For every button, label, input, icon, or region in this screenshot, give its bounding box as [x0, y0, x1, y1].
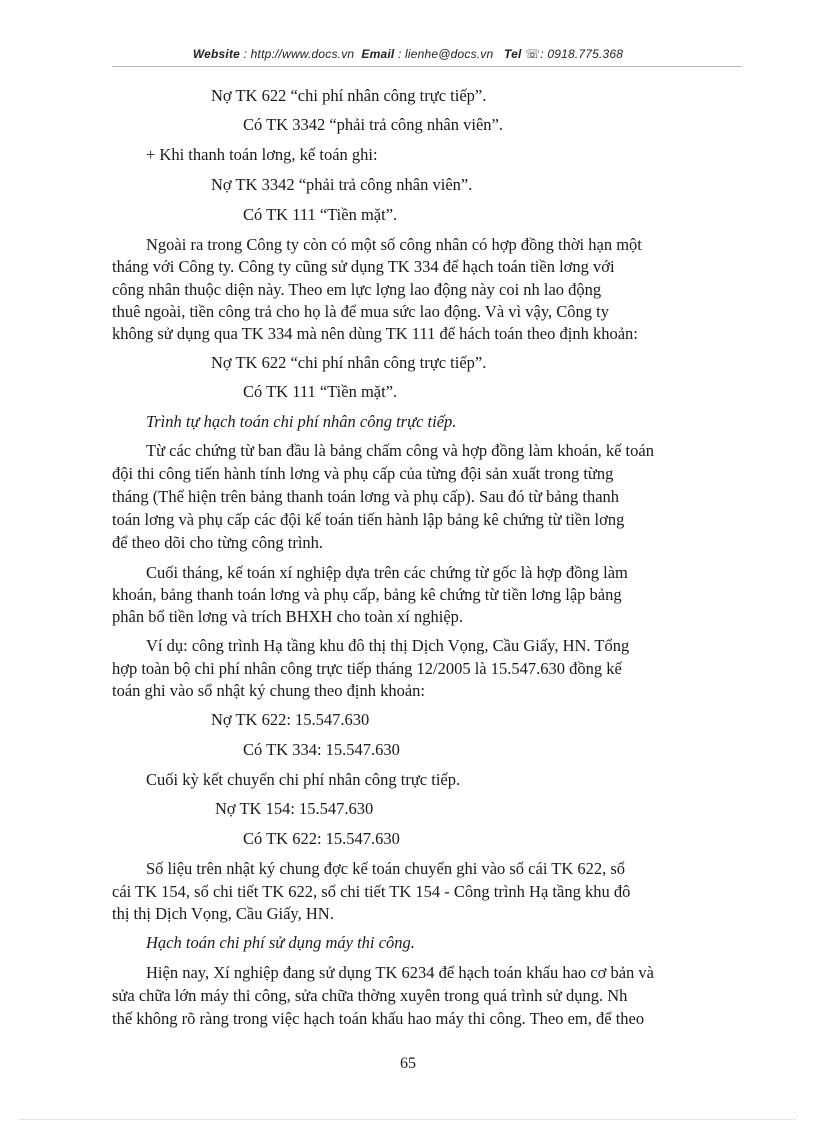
page-header — [0, 47, 816, 61]
page-number: 65 — [400, 1055, 416, 1072]
text-line: tháng với Công ty. Công ty cũng sử dụng TK 334 để hạch toán tiền lơng với — [112, 257, 615, 276]
text-line: Có TK 3342 “phải trả công nhân viên”. — [243, 115, 503, 134]
text-line: Có TK 111 “Tiền mặt”. — [243, 205, 398, 224]
footer-divider — [20, 1119, 796, 1120]
text-line: Nợ TK 3342 “phải trả công nhân viên”. — [211, 175, 473, 194]
text-line: khoán, bảng thanh toán lơng và phụ cấp, bảng kê chứng từ tiền lơng lập bảng — [112, 585, 622, 604]
text-line: cái TK 154, sổ chi tiết TK 622, sổ chi tiết TK 154 - Công trình Hạ tầng khu đô — [112, 882, 631, 901]
text-line: thuê ngoài, tiền công trả cho họ là để mua sức lao động. Và vì vậy, Công ty — [112, 302, 609, 321]
tel-value: : 0918.775.368 — [540, 47, 624, 61]
text-line: Có TK 622: 15.547.630 — [243, 829, 400, 848]
text-line: thế không rõ ràng trong việc hạch toán khấu hao máy thi công. Theo em, để theo — [112, 1009, 645, 1028]
text-line: Có TK 111 “Tiền mặt”. — [243, 382, 398, 401]
text-line: Ngoài ra trong Công ty còn có một số công nhân có hợp đồng thời hạn một — [146, 235, 642, 254]
text-line: phân bổ tiền lơng và trích BHXH cho toàn xí nghiệp. — [112, 607, 464, 626]
text-line: không sử dụng qua TK 334 mà nên dùng TK 111 để hách toán theo định khoản: — [112, 324, 638, 343]
text-line: sửa chữa lớn máy thi công, sửa chữa thờng xuyên trong quá trình sử dụng. Nh — [112, 986, 628, 1005]
tel-label: Tel — [504, 47, 522, 61]
section-heading: Hạch toán chi phí sử dụng máy thi công. — [146, 933, 415, 952]
website-label: Website — [192, 47, 241, 61]
website-value: : http://www.docs.vn — [243, 47, 355, 61]
text-line: Cuối kỳ kết chuyển chi phí nhân công trực tiếp. — [146, 770, 461, 789]
text-line: Nợ TK 154: 15.547.630 — [215, 799, 374, 818]
text-line: hợp toàn bộ chi phí nhân công trực tiếp tháng 12/2005 là 15.547.630 đồng kế — [112, 659, 622, 678]
text-line: Cuối tháng, kế toán xí nghiệp dựa trên các chứng từ gốc là hợp đồng làm — [146, 563, 628, 582]
text-line: tháng (Thể hiện trên bảng thanh toán lơng và phụ cấp). Sau đó từ bảng thanh — [112, 487, 620, 506]
text-line: Có TK 334: 15.547.630 — [243, 740, 400, 759]
section-heading: Trình tự hạch toán chi phí nhân công trực tiếp. — [146, 412, 457, 431]
text-line: Nợ TK 622 “chi phí nhân công trực tiếp”. — [211, 86, 487, 105]
text-line: Số liệu trên nhật ký chung đợc kế toán chuyển ghi vào sổ cái TK 622, sổ — [146, 859, 626, 878]
header-divider — [112, 66, 742, 67]
phone-icon: ☏ — [525, 47, 541, 61]
text-line: đội thi công tiến hành tính lơng và phụ cấp của từng đội sản xuất trong từng — [112, 464, 614, 483]
text-line: Hiện nay, Xí nghiệp đang sử dụng TK 6234 để hạch toán khấu hao cơ bản và — [146, 963, 654, 982]
text-line: công nhân thuộc diện này. Theo em lực lợng lao động này coi nh lao động — [112, 280, 602, 299]
email-label: Email — [361, 47, 395, 61]
text-line: Ví dụ: công trình Hạ tầng khu đô thị thị Dịch Vọng, Cầu Giấy, HN. Tổng — [146, 636, 630, 655]
text-line: toán ghi vào sổ nhật ký chung theo định khoản: — [112, 681, 425, 700]
email-value: : lienhe@docs.vn — [397, 47, 494, 61]
text-line: Nợ TK 622: 15.547.630 — [211, 710, 370, 729]
text-line: + Khi thanh toán lơng, kế toán ghi: — [146, 145, 378, 164]
text-line: để theo dõi cho từng công trình. — [112, 533, 324, 552]
text-line: Nợ TK 622 “chi phí nhân công trực tiếp”. — [211, 353, 487, 372]
text-line: thị thị Dịch Vọng, Cầu Giấy, HN. — [112, 904, 334, 923]
text-line: Từ các chứng từ ban đầu là bảng chấm công và hợp đồng làm khoán, kế toán — [146, 441, 654, 460]
text-line: toán lơng và phụ cấp các đội kế toán tiến hành lập bảng kê chứng từ tiền lơng — [112, 510, 625, 529]
